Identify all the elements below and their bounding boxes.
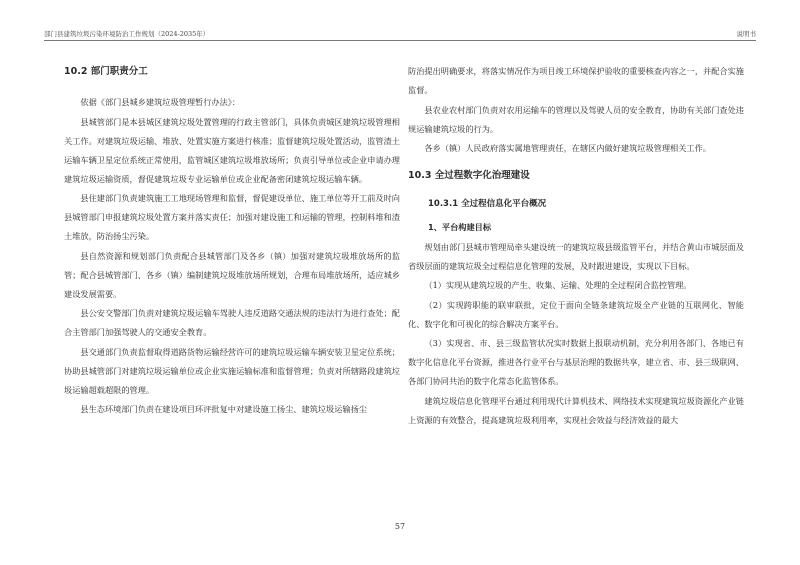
paragraph: 县生态环境部门负责在建设项目环评批复中对建设施工扬尘、建筑垃圾运输扬尘	[80, 404, 367, 414]
header-rule	[44, 40, 756, 41]
paragraph: 县城管部门是本县城区建筑垃圾处置管理的行政主管部门，具体负责城区建筑垃圾管理相关工作。对建筑垃圾运输、堆放、处置实施方案进行核准；监督建筑垃圾处置活动，监管渣土运输车辆卫星定位系统正常使用，监管城区建筑垃圾堆放场所；负责引导单位或企业申请办理建筑垃圾运输资质，督促建筑垃圾专业运输单位或企业配备密闭建筑垃圾运输车辆。	[64, 116, 400, 184]
paragraph: 县农业农村部门负责对农用运输车的管理以及驾驶人员的安全教育，协助有关部门查处违规运输建筑垃圾的行为。	[408, 104, 744, 134]
section-title-10-3: 10.3 全过程数字化治理建设	[408, 169, 530, 181]
paragraph: 县公安交警部门负责对建筑垃圾运输车驾驶人违反道路交通法规的违法行为进行查处；配合主管部门加强驾驶人的交通安全教育。	[64, 308, 400, 337]
item-title: 1、平台构建目标	[428, 221, 492, 232]
paragraph: （1）实现从建筑垃圾的产生、收集、运输、处理的全过程闭合监控管理。	[424, 280, 692, 290]
paragraph: （3）实现省、市、县三级监管状况实时数据上报联动机制，充分利用各部门、各地已有数字化信息化平台资源，推进各行业平台与基层治理的数据共享，建立省、市、县三级联网、各部门协同共治的数字化常态化监管体系。	[408, 338, 744, 386]
right-column	[408, 62, 744, 430]
paragraph: 县交通部门负责监督取得道路货物运输经营许可的建筑垃圾运输车辆安装卫星定位系统；协助县城管部门对建筑垃圾运输单位或企业实施运输标准和监督管理；负责对所辖路段建筑垃圾运输超载超限的管理。	[64, 346, 400, 395]
paragraph: 规划由部门县城市管理局牵头建设统一的建筑垃圾县级监管平台，并结合黄山市城层面及省级层面的建筑垃圾全过程信息化管理的发展，及时跟进建设，实现以下目标。	[408, 241, 744, 271]
section-title-10-2: 10.2 部门职责分工	[64, 66, 148, 77]
subsection-title-10-3-1: 10.3.1 全过程信息化平台概况	[428, 198, 547, 209]
paragraph: 建筑垃圾信息化管理平台通过利用现代计算机技术、网络技术实现建筑垃圾资源化产业链上资源的有效整合，提高建筑垃圾利用率，实现社会效益与经济效益的最大	[408, 395, 744, 425]
paragraph: 各乡（镇）人民政府落实属地管理责任，在辖区内做好建筑垃圾管理相关工作。	[424, 143, 711, 153]
running-header-label: 说明书	[736, 30, 756, 38]
paragraph: 防治提出明确要求，将落实情况作为项目竣工环境保护验收的重要核查内容之一，并配合实施监督。	[408, 66, 744, 95]
page-number: 57	[394, 522, 406, 531]
running-header-title: 部门县建筑垃圾污染环境防治工作规划（2024-2035年）	[44, 30, 210, 38]
paragraph: 县自然资源和规划部门负责配合县城管部门及各乡（镇）加强对建筑垃圾堆放场所的监管；配合县城管部门、各乡（镇）编制建筑垃圾堆放场所规划，合理布局堆放场所，适应城乡建设发展需要。	[64, 250, 400, 299]
paragraph: 县住建部门负责建筑施工工地现场管理和监督，督促建设单位、施工单位等开工前及时向县城管部门申报建筑垃圾处置方案并落实责任；加强对建设施工和运输的管理，控制料堆和渣土堆放，防治扬尘污染。	[64, 193, 400, 241]
left-column	[64, 60, 400, 420]
paragraph: （2）实现跨职能的联审联批，定位于面向全链条建筑垃圾全产业链的互联网化、智能化、数字化和可视化的综合解决方案平台。	[408, 299, 744, 329]
paragraph: 依据《部门县城乡建筑垃圾管理暂行办法》：	[80, 97, 241, 107]
